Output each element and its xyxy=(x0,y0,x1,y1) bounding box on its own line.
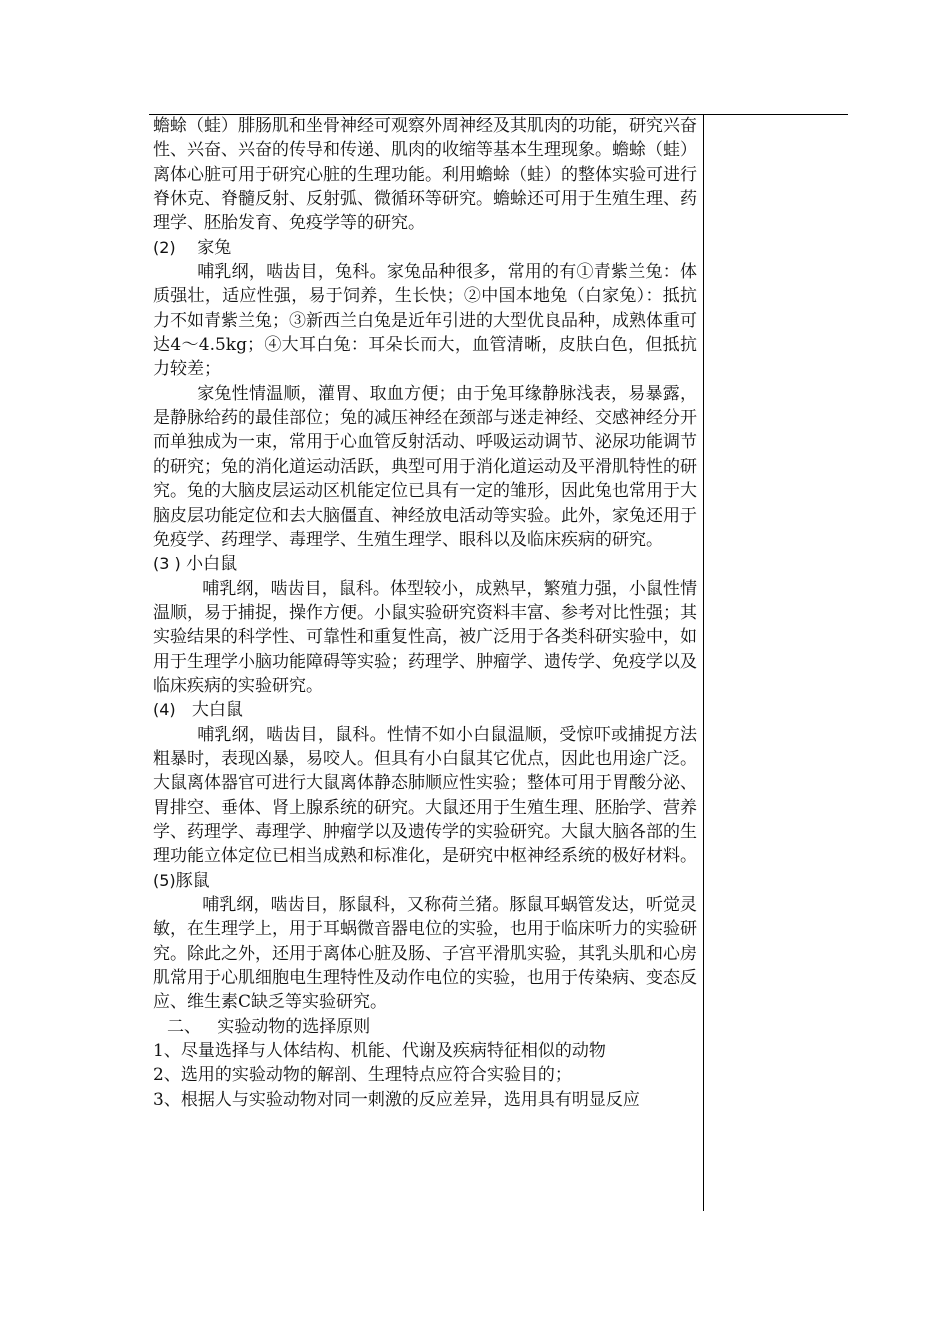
table-content-cell xyxy=(153,114,697,1112)
rat-heading xyxy=(153,698,697,722)
mouse-paragraph: 哺乳纲，啮齿目，鼠科。体型较小，成熟早，繁殖力强，小鼠性情温顺，易于捕捉，操作方便。小鼠实验研究资料丰富、参考对比性强；其实验结果的科学性、可靠性和重复性高，被广泛用于各类科研实验中，如用于生理学小脑功能障碍等实验；药理学、肿瘤学、遗传学、免疫学以及临床疾病的实验研究。 xyxy=(153,578,697,696)
table-column-divider xyxy=(703,114,704,1211)
section-2-title: 实验动物的选择原则 xyxy=(217,1016,371,1037)
rat-number: (4) xyxy=(153,700,176,720)
rabbit-title: 家兔 xyxy=(197,237,232,258)
section-2-number: 二、 xyxy=(167,1016,201,1037)
rat-title: 大白鼠 xyxy=(191,700,243,721)
section-2-heading xyxy=(153,1015,697,1039)
rabbit-paragraph-1: 哺乳纲，啮齿目，兔科。家兔品种很多，常用的有①青紫兰兔：体质强壮，适应性强，易于饲养，生长快；②中国本地兔（白家兔）：抵抗力不如青紫兰兔；③新西兰白兔是近年引进的大型优良品种，成熟体重可达4～4.5kg；④大耳白兔：耳朵长而大，血管清晰，皮肤白色，但抵抗力较差； xyxy=(153,262,697,380)
frog-paragraph: 蟾蜍（蛙）腓肠肌和坐骨神经可观察外周神经及其肌肉的功能，研究兴奋性、兴奋、兴奋的传导和传递、肌肉的收缩等基本生理现象。蟾蜍（蛙）离体心脏可用于研究心脏的生理功能。利用蟾蜍（蛙）的整体实验可进行脊休克、脊髓反射、反射弧、微循环等研究。蟾蜍还可用于生殖生理、药理学、胚胎发育、免疫学等的研究。 xyxy=(153,116,697,234)
guinea-pig-number: (5) xyxy=(153,870,176,890)
mouse-title: 小白鼠 xyxy=(186,554,238,575)
rabbit-paragraph-2: 家兔性情温顺，灌胃、取血方便；由于兔耳缘静脉浅表，易暴露，是静脉给药的最佳部位；兔的减压神经在颈部与迷走神经、交感神经分开而单独成为一束，常用于心血管反射活动、呼吸运动调节、泌尿功能调节的研究；兔的消化道运动活跃，典型可用于消化道运动及平滑肌特性的研究。兔的大脑皮层运动区机能定位已具有一定的雏形，因此兔也常用于大脑皮层功能定位和去大脑僵直、神经放电活动等实验。此外，家兔还用于免疫学、药理学、毒理学、生殖生理学、眼科以及临床疾病的研究。 xyxy=(153,383,697,550)
rabbit-number: (2) xyxy=(153,237,176,257)
mouse-number: (3 ) xyxy=(153,554,181,574)
rat-paragraph: 哺乳纲，啮齿目，鼠科。性情不如小白鼠温顺，受惊吓或捕捉方法粗暴时，表现凶暴，易咬人。但具有小白鼠其它优点，因此也用途广泛。大鼠离体器官可进行大鼠离体静态肺顺应性实验；整体可用于胃酸分泌、胃排空、垂体、肾上腺系统的研究。大鼠还用于生殖生理、胚胎学、营养学、药理学、毒理学、肿瘤学以及遗传学的实验研究。大鼠大脑各部的生理功能立体定位已相当成熟和标准化，是研究中枢神经系统的极好材料。 xyxy=(153,724,697,867)
guinea-pig-heading xyxy=(153,869,697,893)
selection-principle-3: 3、根据人与实验动物对同一刺激的反应差异，选用具有明显反应 xyxy=(153,1089,640,1110)
guinea-pig-paragraph: 哺乳纲，啮齿目，豚鼠科，又称荷兰猪。豚鼠耳蜗管发达，听觉灵敏，在生理学上，用于耳蜗微音器电位的实验，也用于临床听力的实验研究。除此之外，还用于离体心脏及肠、子宫平滑肌实验，其乳头肌和心房肌常用于心肌细胞电生理特性及动作电位的实验，也用于传染病、变态反应、维生素C缺乏等实验研究。 xyxy=(153,895,697,1013)
selection-principle-2: 2、选用的实验动物的解剖、生理特点应符合实验目的； xyxy=(153,1065,572,1086)
guinea-pig-title: 豚鼠 xyxy=(175,870,210,891)
rabbit-heading xyxy=(153,236,697,260)
selection-principle-1: 1、尽量选择与人体结构、机能、代谢及疾病特征相似的动物 xyxy=(153,1041,606,1062)
mouse-heading xyxy=(153,552,697,576)
